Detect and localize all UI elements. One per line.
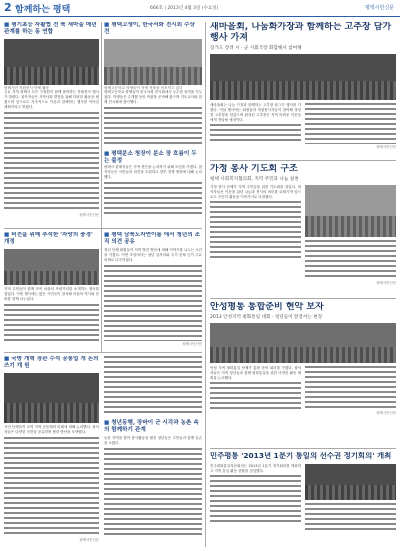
- article-byline: 평택시민신문: [182, 341, 202, 346]
- newspaper-brand: 평택시민신문: [365, 5, 394, 11]
- article-a5: [104, 232, 202, 350]
- article-a1: [4, 22, 99, 226]
- subheadline: 2013 안성지역 평화통일 대회 · 청년들이 앞장서는 현장: [210, 314, 323, 320]
- page-header: [0, 0, 400, 17]
- article-byline: 평택시민신문: [376, 410, 396, 415]
- photo-caption: 평택고등학교 학생들이 서예 작품을 선보이고 있다: [104, 85, 183, 90]
- article-text-lines: [104, 448, 202, 538]
- article-photo: [4, 373, 99, 423]
- article-byline: 평택시민신문: [376, 280, 396, 285]
- subheadline: 평택 사회복지협의회, 지역 주민과 나눔 실천: [210, 176, 299, 182]
- article-text-lines: [4, 112, 99, 212]
- article-title: ■ 비전을 위해 추석한 '자랑의 풍경' 개정: [4, 232, 99, 246]
- section-rule: [210, 448, 396, 449]
- column-rule: [101, 22, 102, 352]
- article-text-lines: [4, 437, 99, 537]
- article-body: 민주평화통일자문회의는 2013년 1분기 정기회의를 개최하고 지역 통일 활동 현황을 점검했다.: [210, 463, 301, 473]
- article-byline: 평택시민신문: [376, 144, 396, 149]
- article-body: 청년 단체 회원들이 지역 발전 방안에 대해 이야기를 나누는 시간을 가졌다. 이번 모임에서는 청년 일자리와 주거 문제 등이 주요 의제로 다루어졌다.: [104, 247, 202, 262]
- article-body: 평택시 관계자들은 지역 현안을 논의하기 위해 모임을 가졌다. 참석자들은 시민들의 의견을 수렴하고 향후 정책 방향에 대해 논의했다.: [104, 165, 202, 180]
- column-rule: [205, 22, 206, 547]
- headline: 가정 봉사 기도회 구조: [210, 164, 298, 174]
- article-byline: 평택시민신문: [79, 537, 99, 542]
- article-r2: [210, 164, 396, 296]
- article-text-lines: [104, 265, 202, 341]
- section-rule: [4, 228, 202, 229]
- article-photo: [4, 249, 99, 285]
- article-photo: [4, 39, 99, 85]
- issue-date: 666호 | 2013년 4월 3일 (수요일): [150, 6, 219, 11]
- article-photo: [305, 464, 396, 500]
- article-a2: [104, 22, 202, 226]
- article-photo: [210, 54, 396, 100]
- headline: 민주평통 '2013년 1분기 통일의 선수권 정기회의' 개최: [210, 452, 392, 460]
- headline: 새마을회, 나눔화가장과 함께하는 고추장 담가행사 가져: [210, 22, 392, 43]
- article-body: 새마을회는 나눔 가정과 함께하는 고추장 담그기 행사를 가졌다. 이날 행사에는 회원들과 자원봉사자들이 참여해 정성껏 고추장을 담갔으며 완성된 고추장은 지역 어려운 이웃들에게 전달될 예정이다.: [210, 102, 301, 122]
- article-body: 평택고등학교 학생들이 한국서화 전시회에서 우수한 성적을 거두었다. 학생들은 수개월 동안 작품을 준비해 왔으며 지도교사와 함께 전시회에 참가했다.: [104, 90, 202, 105]
- article-title: ■ 평기초등 자활협 전 북 새마을 매년 관계를 하는 동 연합: [4, 22, 99, 36]
- article-title: ■ 청년동행, 장바이 군 시각과 농촌 속의 함께하기 관계: [104, 420, 202, 434]
- article-text-lines: [4, 304, 99, 344]
- photo-caption: 평택시민 자원봉사 단체 활동: [4, 85, 50, 90]
- article-text-lines: [104, 182, 202, 216]
- article-body: 농촌 지역을 찾아 봉사활동을 펼친 청년들은 주민들과 함께 일손을 도왔다.: [104, 435, 202, 445]
- article-photo: [305, 185, 396, 237]
- article-text-lines: [104, 356, 202, 416]
- article-r3: [210, 302, 396, 446]
- article-text-lines: [210, 124, 301, 144]
- subheadline: 장가도 장려 시 · 군 사회국장 화합해서 참여해: [210, 45, 302, 51]
- article-photo: [210, 323, 396, 363]
- article-text-lines: [210, 201, 301, 261]
- article-photo: [104, 39, 202, 85]
- article-body: 시민 단체들이 모여 지역 공동체의 미래에 대해 논의했다. 참석자들은 다양한 의견을 공유하며 협력 방안을 모색했다.: [4, 424, 99, 434]
- section-title: 함께하는 평택: [15, 5, 71, 15]
- article-text-lines: [305, 240, 396, 280]
- section-rule: [210, 298, 396, 299]
- article-body: 안성 지역 평화통일 단체가 통합 준비 회의를 가졌다. 참석자들은 지역 청년들과 함께 평화통일을 위한 다양한 활동 계획을 논의했다.: [210, 365, 301, 380]
- article-a7: [4, 356, 99, 546]
- article-body: 주요 지역 평택시 모든 구성원이 함께 참여하는 자원봉사 행사가 열렸다. 참가자들은 지역사회 발전을 위해 다양한 활동을 펼쳤으며 앞으로도 지속적으로 이웃과 함께하는 행사를 이어갈 계획이라고 밝혔다.: [4, 90, 99, 110]
- article-text-lines: [210, 382, 301, 410]
- article-text-lines: [104, 107, 202, 145]
- article-title: ■ 평택분소 청장이 분소 장 흐름이 두는 불정: [104, 151, 202, 165]
- article-r1: [210, 22, 396, 158]
- article-a6: [104, 356, 202, 546]
- article-a3: [4, 232, 99, 350]
- section-rule: [4, 352, 202, 353]
- article-text-lines: [305, 103, 396, 144]
- headline: 안성평통 통합준비 현악 보자: [210, 302, 324, 312]
- article-title: ■ 국방 개혁 장관 수석 공통업 개 논의 쓰기 개 원: [4, 356, 99, 370]
- section-rule: [210, 160, 396, 161]
- article-text-lines: [210, 475, 301, 523]
- article-title: ■ 평택고생이, 한국서화 전시회 수상 전: [104, 22, 202, 36]
- article-body: 지역 주민들이 함께 모여 마을의 자랑거리를 소개하는 행사를 열었다. 이번 행사에는 많은 시민들이 참석해 마을의 역사와 문화를 함께 나누었다.: [4, 286, 99, 301]
- article-text-lines: [305, 366, 396, 410]
- article-text-lines: [305, 503, 396, 533]
- article-byline: 평택시민신문: [79, 213, 99, 218]
- article-r4: [210, 452, 396, 547]
- article-body: 가정 봉사 단체가 지역 주민들을 위한 기도회를 열었다. 참석자들은 이웃을 위한 나눔과 봉사의 의미를 되새기며 앞으로도 꾸준히 활동을 이어가기로 다짐했다.: [210, 184, 301, 199]
- page-number: 2: [4, 1, 12, 14]
- article-title: ■ 평택 남북도자연이룸 에서 청년의 조직 의견 공유: [104, 232, 202, 246]
